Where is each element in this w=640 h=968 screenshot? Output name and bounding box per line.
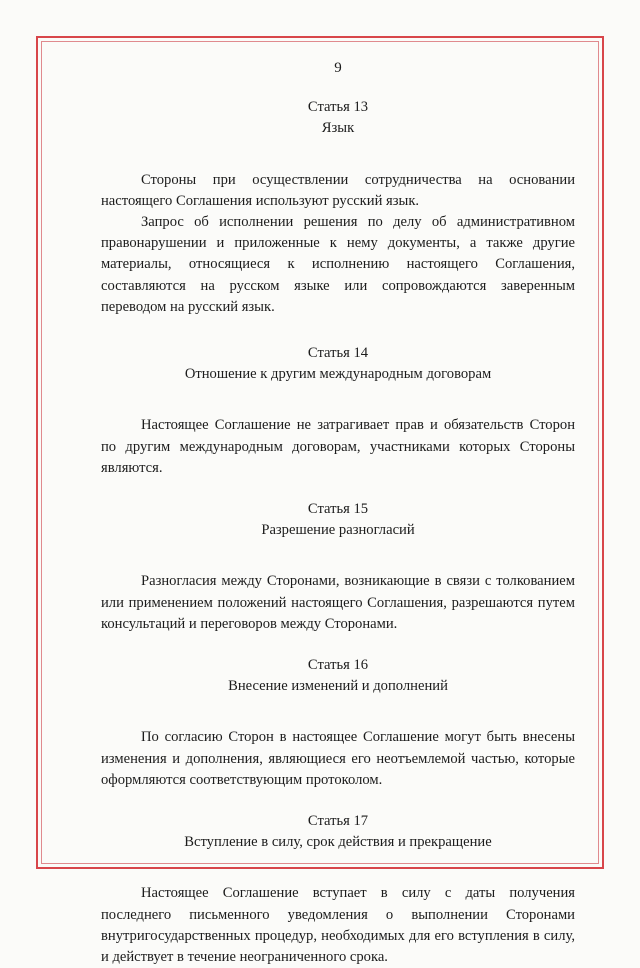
article-17 <box>101 811 575 968</box>
article-title: Отношение к другим международным договорам <box>184 366 492 383</box>
spacer <box>101 479 575 499</box>
article-title: Вступление в силу, срок действия и прекращение <box>184 834 492 851</box>
article-paragraph: Настоящее Соглашение вступает в силу с даты получения последнего письменного уведомления о выполнении Сторонами внутригосударственных процедур, необходимых для его вступления в силу, и действует в течение неограниченного срока. <box>101 885 575 966</box>
article-paragraph: Разногласия между Сторонами, возникающие в связи с толкованием или применением положений настоящего Соглашения, разрешаются путем консультаций и переговоров между Сторонами. <box>101 573 575 632</box>
article-16 <box>101 655 575 791</box>
article-13 <box>101 97 575 318</box>
article-number: Статья 16 <box>307 657 369 674</box>
article-15 <box>101 499 575 635</box>
spacer <box>101 791 575 811</box>
article-number: Статья 14 <box>307 345 369 362</box>
article-paragraph: Настоящее Соглашение не затрагивает прав и обязательств Сторон по другим международным договорам, участниками которых Стороны являются. <box>101 417 575 476</box>
article-title: Разрешение разногласий <box>261 522 415 539</box>
article-paragraph: Запрос об исполнении решения по делу об административном правонарушении и приложенные к нему документы, а также другие материалы, относящиеся к исполнению настоящего Соглашения, составляются на русском языке или сопровождаются заверенным переводом на русский язык. <box>101 214 575 315</box>
article-number: Статья 17 <box>307 813 369 830</box>
page-content <box>101 58 575 968</box>
spacer <box>101 635 575 655</box>
spacer <box>101 318 575 343</box>
article-paragraph: По согласию Сторон в настоящее Соглашение могут быть внесены изменения и дополнения, являющиеся его неотъемлемой частью, которые оформляются соответствующим протоколом. <box>101 729 575 788</box>
page-number: 9 <box>334 60 342 76</box>
article-paragraph: Стороны при осуществлении сотрудничества на основании настоящего Соглашения используют русский язык. <box>101 171 575 209</box>
article-title: Внесение изменений и дополнений <box>228 678 448 695</box>
article-number: Статья 13 <box>307 99 369 116</box>
article-14 <box>101 343 575 479</box>
article-number: Статья 15 <box>307 501 369 518</box>
article-title: Язык <box>321 120 355 137</box>
